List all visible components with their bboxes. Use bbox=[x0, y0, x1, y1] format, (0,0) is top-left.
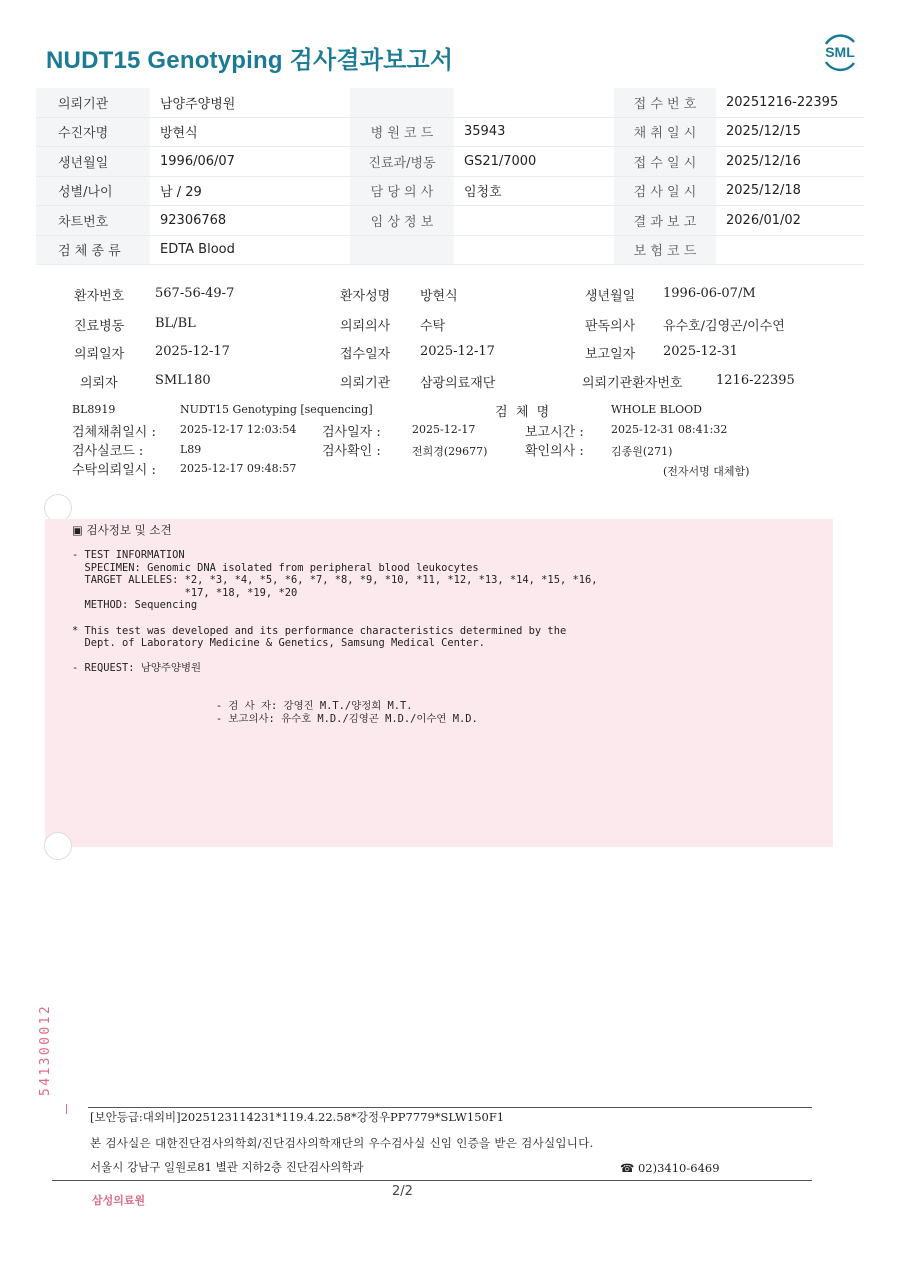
patient-no: 567-56-49-7 bbox=[155, 286, 235, 301]
ward-label: 진료병동 bbox=[74, 319, 125, 334]
org-patient-no: 1216-22395 bbox=[716, 373, 795, 388]
info-row bbox=[36, 176, 864, 206]
report-time-label: 보고시간 : bbox=[525, 425, 584, 440]
info-label-l2: 임 상 정 보 bbox=[350, 206, 454, 236]
requester-label: 의뢰자 bbox=[80, 376, 118, 391]
info-label-l1: 의뢰기관 bbox=[36, 88, 150, 117]
dob-label: 생년월일 bbox=[585, 289, 636, 304]
reading-doctor-label: 판독의사 bbox=[585, 319, 636, 334]
req-date-label: 의뢰일자 bbox=[74, 347, 125, 362]
info-value-v2: 35943 bbox=[454, 117, 614, 147]
req-org-label: 의뢰기관 bbox=[340, 376, 391, 391]
info-label-l1: 생년월일 bbox=[36, 147, 150, 177]
req-doctor: 수탁 bbox=[420, 319, 446, 334]
confirm-label: 검사확인 : bbox=[322, 444, 381, 459]
page-number: 2/2 bbox=[392, 1184, 413, 1199]
specimen-label: 검 체 명 bbox=[495, 405, 550, 420]
info-label-l3: 결 과 보 고 bbox=[614, 206, 716, 236]
info-value-v3: 2025/12/15 bbox=[716, 117, 864, 147]
patient-name-label: 환자성명 bbox=[340, 289, 391, 304]
svg-text:SML: SML bbox=[825, 44, 855, 60]
req-doctor-label: 의뢰의사 bbox=[340, 319, 391, 334]
footer-divider-bottom bbox=[52, 1180, 812, 1181]
info-label-l1: 검 체 종 류 bbox=[36, 235, 150, 265]
lab-code: L89 bbox=[180, 443, 202, 456]
phone-text: ☎ 02)3410-6469 bbox=[620, 1161, 720, 1175]
info-row bbox=[36, 147, 864, 177]
info-value-v1: 1996/06/07 bbox=[150, 147, 350, 177]
side-mark bbox=[66, 1104, 67, 1114]
info-value-v2 bbox=[454, 235, 614, 265]
consign-label: 수탁의뢰일시 : bbox=[72, 463, 156, 478]
ward: BL/BL bbox=[155, 316, 196, 331]
req-org: 삼광의료재단 bbox=[420, 376, 496, 391]
info-row bbox=[36, 88, 864, 117]
lab-code-label: 검사실코드 : bbox=[72, 444, 144, 459]
recv-date-label: 접수일자 bbox=[340, 347, 391, 362]
info-label-l1: 차트번호 bbox=[36, 206, 150, 236]
specimen: WHOLE BLOOD bbox=[611, 403, 702, 416]
patient-no-label: 환자번호 bbox=[74, 289, 125, 304]
findings-heading: ▣ 검사정보 및 소견 bbox=[72, 523, 172, 537]
collect-label: 검체채취일시 : bbox=[72, 425, 156, 440]
exam-date-label: 검사일자 : bbox=[322, 425, 381, 440]
info-row bbox=[36, 235, 864, 265]
info-value-v2 bbox=[454, 206, 614, 236]
exam-date: 2025-12-17 bbox=[412, 423, 476, 436]
report-time: 2025-12-31 08:41:32 bbox=[611, 423, 728, 436]
info-label-l2: 진료과/병동 bbox=[350, 147, 454, 177]
info-label-l1: 수진자명 bbox=[36, 117, 150, 147]
info-label-l2: 담 당 의 사 bbox=[350, 176, 454, 206]
report-date-label: 보고일자 bbox=[585, 347, 636, 362]
confirm: 전희경(29677) bbox=[412, 445, 488, 458]
info-value-v3: 20251216-22395 bbox=[716, 88, 864, 117]
requester: SML180 bbox=[155, 373, 211, 388]
patient-name: 방현식 bbox=[420, 289, 458, 304]
info-value-v2: 임청호 bbox=[454, 176, 614, 206]
info-label-l1: 성별/나이 bbox=[36, 176, 150, 206]
info-label-l3: 접 수 번 호 bbox=[614, 88, 716, 117]
certification-text: 본 검사실은 대한진단검사의학회/진단검사의학재단의 우수검사실 신임 인증을 받은 검사실입니다. bbox=[90, 1136, 594, 1150]
info-label-l3: 접 수 일 시 bbox=[614, 147, 716, 177]
info-value-v2 bbox=[454, 88, 614, 117]
info-value-v3: 2025/12/18 bbox=[716, 176, 864, 206]
security-line: [보안등급:대외비]2025123114231*119.4.22.58*강정우PP7779*SLW150F1 bbox=[90, 1110, 505, 1124]
info-value-v3: 2026/01/02 bbox=[716, 206, 864, 236]
report-date: 2025-12-31 bbox=[663, 344, 738, 359]
info-value-v1: EDTA Blood bbox=[150, 235, 350, 265]
info-table bbox=[36, 88, 864, 265]
info-label-l2: 병 원 코 드 bbox=[350, 117, 454, 147]
punch-hole bbox=[44, 494, 72, 522]
info-value-v2: GS21/7000 bbox=[454, 147, 614, 177]
confirm-doctor: 김종원(271) bbox=[611, 445, 673, 458]
info-value-v3 bbox=[716, 235, 864, 265]
test-code: BL8919 bbox=[72, 403, 116, 416]
sml-logo bbox=[818, 30, 862, 74]
dob: 1996-06-07/M bbox=[663, 286, 756, 301]
reading-doctor: 유수호/김영곤/이수연 bbox=[663, 319, 785, 334]
req-date: 2025-12-17 bbox=[155, 344, 230, 359]
info-label-l3: 검 사 일 시 bbox=[614, 176, 716, 206]
footer-divider bbox=[88, 1107, 812, 1108]
org-patient-no-label: 의뢰기관환자번호 bbox=[582, 376, 683, 391]
hospital-logo-text: 삼성의료원 bbox=[92, 1194, 146, 1207]
info-value-v3: 2025/12/16 bbox=[716, 147, 864, 177]
findings-body: - TEST INFORMATION SPECIMEN: Genomic DNA isolated from peripheral blood leukocytes TARGET ALLELES: *2, *3, *4, *5, *6, *7, *8, *9, *10, *11, *12, *13, *14, *15, *16, *17, *18, *19, *20 METHOD: Sequencing * This test was developed and its performance characteristics determined by the Dept. of Laboratory Medicine & Genetics, Samsung Medical Center. - REQUEST: 남양주양병원 - 검 사 자: 강영진 M.T./양정희 M.T. - 보고의사: 유수호 M.D./김영곤 M.D./이수연 M.D. bbox=[72, 549, 598, 725]
recv-date: 2025-12-17 bbox=[420, 344, 495, 359]
info-label-l3: 채 취 일 시 bbox=[614, 117, 716, 147]
info-label-l2 bbox=[350, 88, 454, 117]
test-name: NUDT15 Genotyping [sequencing] bbox=[180, 403, 373, 416]
info-value-v1: 방현식 bbox=[150, 117, 350, 147]
consign: 2025-12-17 09:48:57 bbox=[180, 462, 297, 475]
punch-hole bbox=[44, 832, 72, 860]
page-title: NUDT15 Genotyping 검사결과보고서 bbox=[46, 47, 454, 74]
esign-note: (전자서명 대체함) bbox=[663, 465, 750, 478]
info-label-l2 bbox=[350, 235, 454, 265]
info-label-l3: 보 험 코 드 bbox=[614, 235, 716, 265]
info-row bbox=[36, 206, 864, 236]
info-value-v1: 남양주양병원 bbox=[150, 88, 350, 117]
confirm-doctor-label: 확인의사 : bbox=[525, 444, 584, 459]
side-number: 541300012 bbox=[38, 1003, 53, 1096]
collect: 2025-12-17 12:03:54 bbox=[180, 423, 297, 436]
info-value-v1: 92306768 bbox=[150, 206, 350, 236]
info-value-v1: 남 / 29 bbox=[150, 176, 350, 206]
address-text: 서울시 강남구 일원로81 별관 지하2층 진단검사의학과 bbox=[90, 1160, 364, 1174]
info-row bbox=[36, 117, 864, 147]
